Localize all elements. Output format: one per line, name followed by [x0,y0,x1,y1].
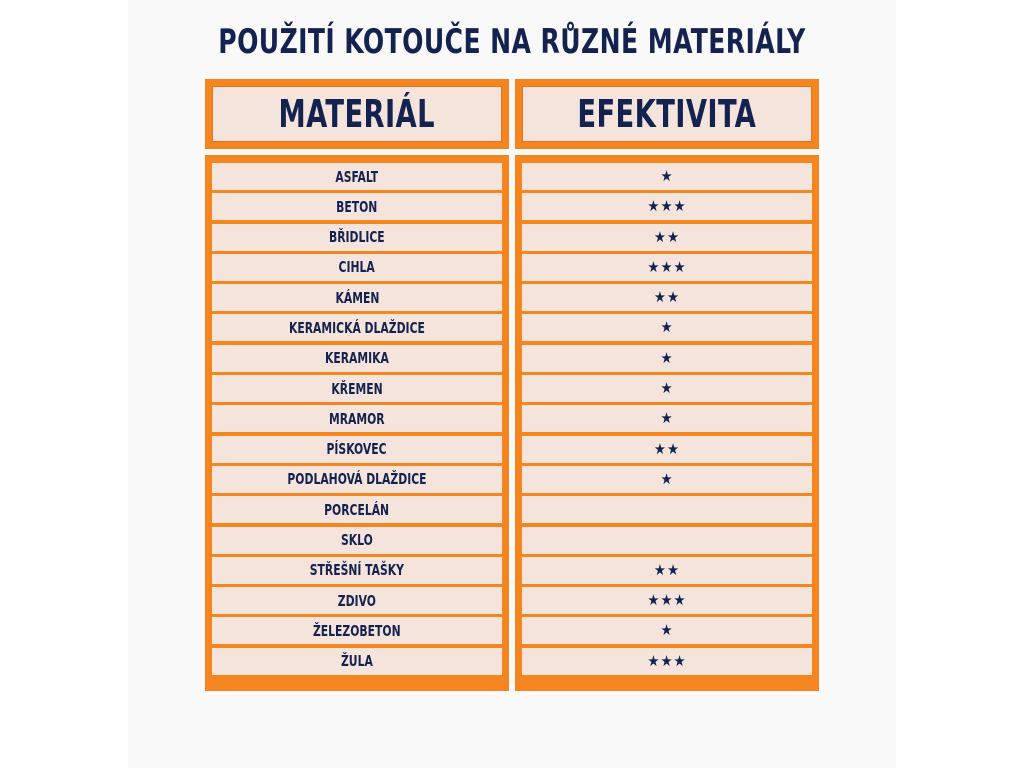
star-icon: ★ [660,318,674,337]
material-name: PODLAHOVÁ DLAŽDICE [287,470,427,489]
rating-stars [653,439,681,458]
material-name: KERAMICKÁ DLAŽDICE [289,318,425,337]
rating-stars [654,290,680,305]
material-row [212,587,502,614]
rating-stars [647,651,687,670]
star-icon: ★ [673,257,687,276]
material-name: MRAMOR [329,409,385,428]
effectiveness-row [522,224,812,251]
material-name: ŽELEZOBETON [313,621,401,640]
rating-stars [660,169,673,184]
material-row [212,557,502,584]
star-icon: ★ [660,651,674,670]
star-icon: ★ [653,288,667,307]
star-icon: ★ [660,621,674,640]
material-name: SKLO [341,531,373,550]
material-row [212,527,502,554]
star-icon: ★ [647,257,661,276]
material-name: KÁMEN [335,288,379,307]
header-effectiveness-label: EFEKTIVITA [577,92,757,136]
rating-stars [660,381,673,396]
star-icon: ★ [660,409,674,428]
material-name: STŘEŠNÍ TAŠKY [309,561,405,580]
material-row [212,648,502,675]
effectiveness-row [522,193,812,220]
material-row [212,163,502,190]
effectiveness-row [522,496,812,523]
star-icon: ★ [660,379,674,398]
rating-stars [647,257,687,276]
star-icon: ★ [660,591,674,610]
effectiveness-row [522,617,812,644]
material-row [212,617,502,644]
rating-stars [660,411,673,426]
header-material [205,79,509,149]
star-icon: ★ [660,469,674,488]
material-row [212,466,502,493]
material-name: BETON [336,197,378,216]
header-effectiveness [515,79,819,149]
material-name: ŽULA [341,652,373,671]
material-row [212,345,502,372]
material-row [212,375,502,402]
page-title: POUŽITÍ KOTOUČE NA RŮZNÉ MATERIÁLY [218,22,806,62]
rating-stars [647,593,686,608]
star-icon: ★ [667,227,681,246]
material-row [212,193,502,220]
effectiveness-row [522,405,812,432]
material-name: KŘEMEN [331,379,383,398]
star-icon: ★ [647,651,661,670]
star-icon: ★ [647,197,661,216]
effectiveness-row [522,557,812,584]
effectiveness-row [522,466,812,493]
material-name: PORCELÁN [324,500,390,519]
star-icon: ★ [653,439,667,458]
star-icon: ★ [653,560,667,579]
material-row [212,405,502,432]
rating-stars [660,320,673,335]
header-effectiveness-cell [522,86,812,142]
material-row [212,496,502,523]
header-material-cell [212,86,502,142]
rating-stars [647,199,686,214]
rating-stars [660,348,674,367]
rating-stars [660,469,674,488]
star-icon: ★ [673,651,687,670]
material-name: PÍSKOVEC [326,440,388,459]
effectiveness-row [522,254,812,281]
rating-stars [653,560,681,579]
material-name: KERAMIKA [325,349,389,368]
material-name: CIHLA [338,258,376,277]
material-row [212,254,502,281]
material-name: ASFALT [335,167,379,186]
materials-column [205,155,509,691]
material-row [212,314,502,341]
effectiveness-row [522,436,812,463]
effectiveness-row [522,527,812,554]
effectiveness-row [522,648,812,675]
material-row [212,284,502,311]
star-icon: ★ [667,439,681,458]
header-material-label: MATERIÁL [278,92,436,136]
star-icon: ★ [660,167,674,185]
star-icon: ★ [660,257,674,276]
star-icon: ★ [660,197,674,216]
effectiveness-row [522,345,812,372]
star-icon: ★ [667,560,681,579]
effectiveness-row [522,284,812,311]
effectiveness-row [522,375,812,402]
star-icon: ★ [653,227,667,246]
star-icon: ★ [667,288,681,307]
star-icon: ★ [647,591,661,610]
material-row [212,224,502,251]
rating-stars [660,623,673,638]
effectiveness-row [522,314,812,341]
effectiveness-row [522,163,812,190]
effectiveness-row [522,587,812,614]
rating-stars [653,227,681,246]
material-name: ZDIVO [337,591,377,610]
star-icon: ★ [673,591,687,610]
effectiveness-column [515,155,819,691]
star-icon: ★ [660,348,674,367]
material-row [212,436,502,463]
material-name: BŘIDLICE [329,228,385,247]
star-icon: ★ [673,197,687,216]
